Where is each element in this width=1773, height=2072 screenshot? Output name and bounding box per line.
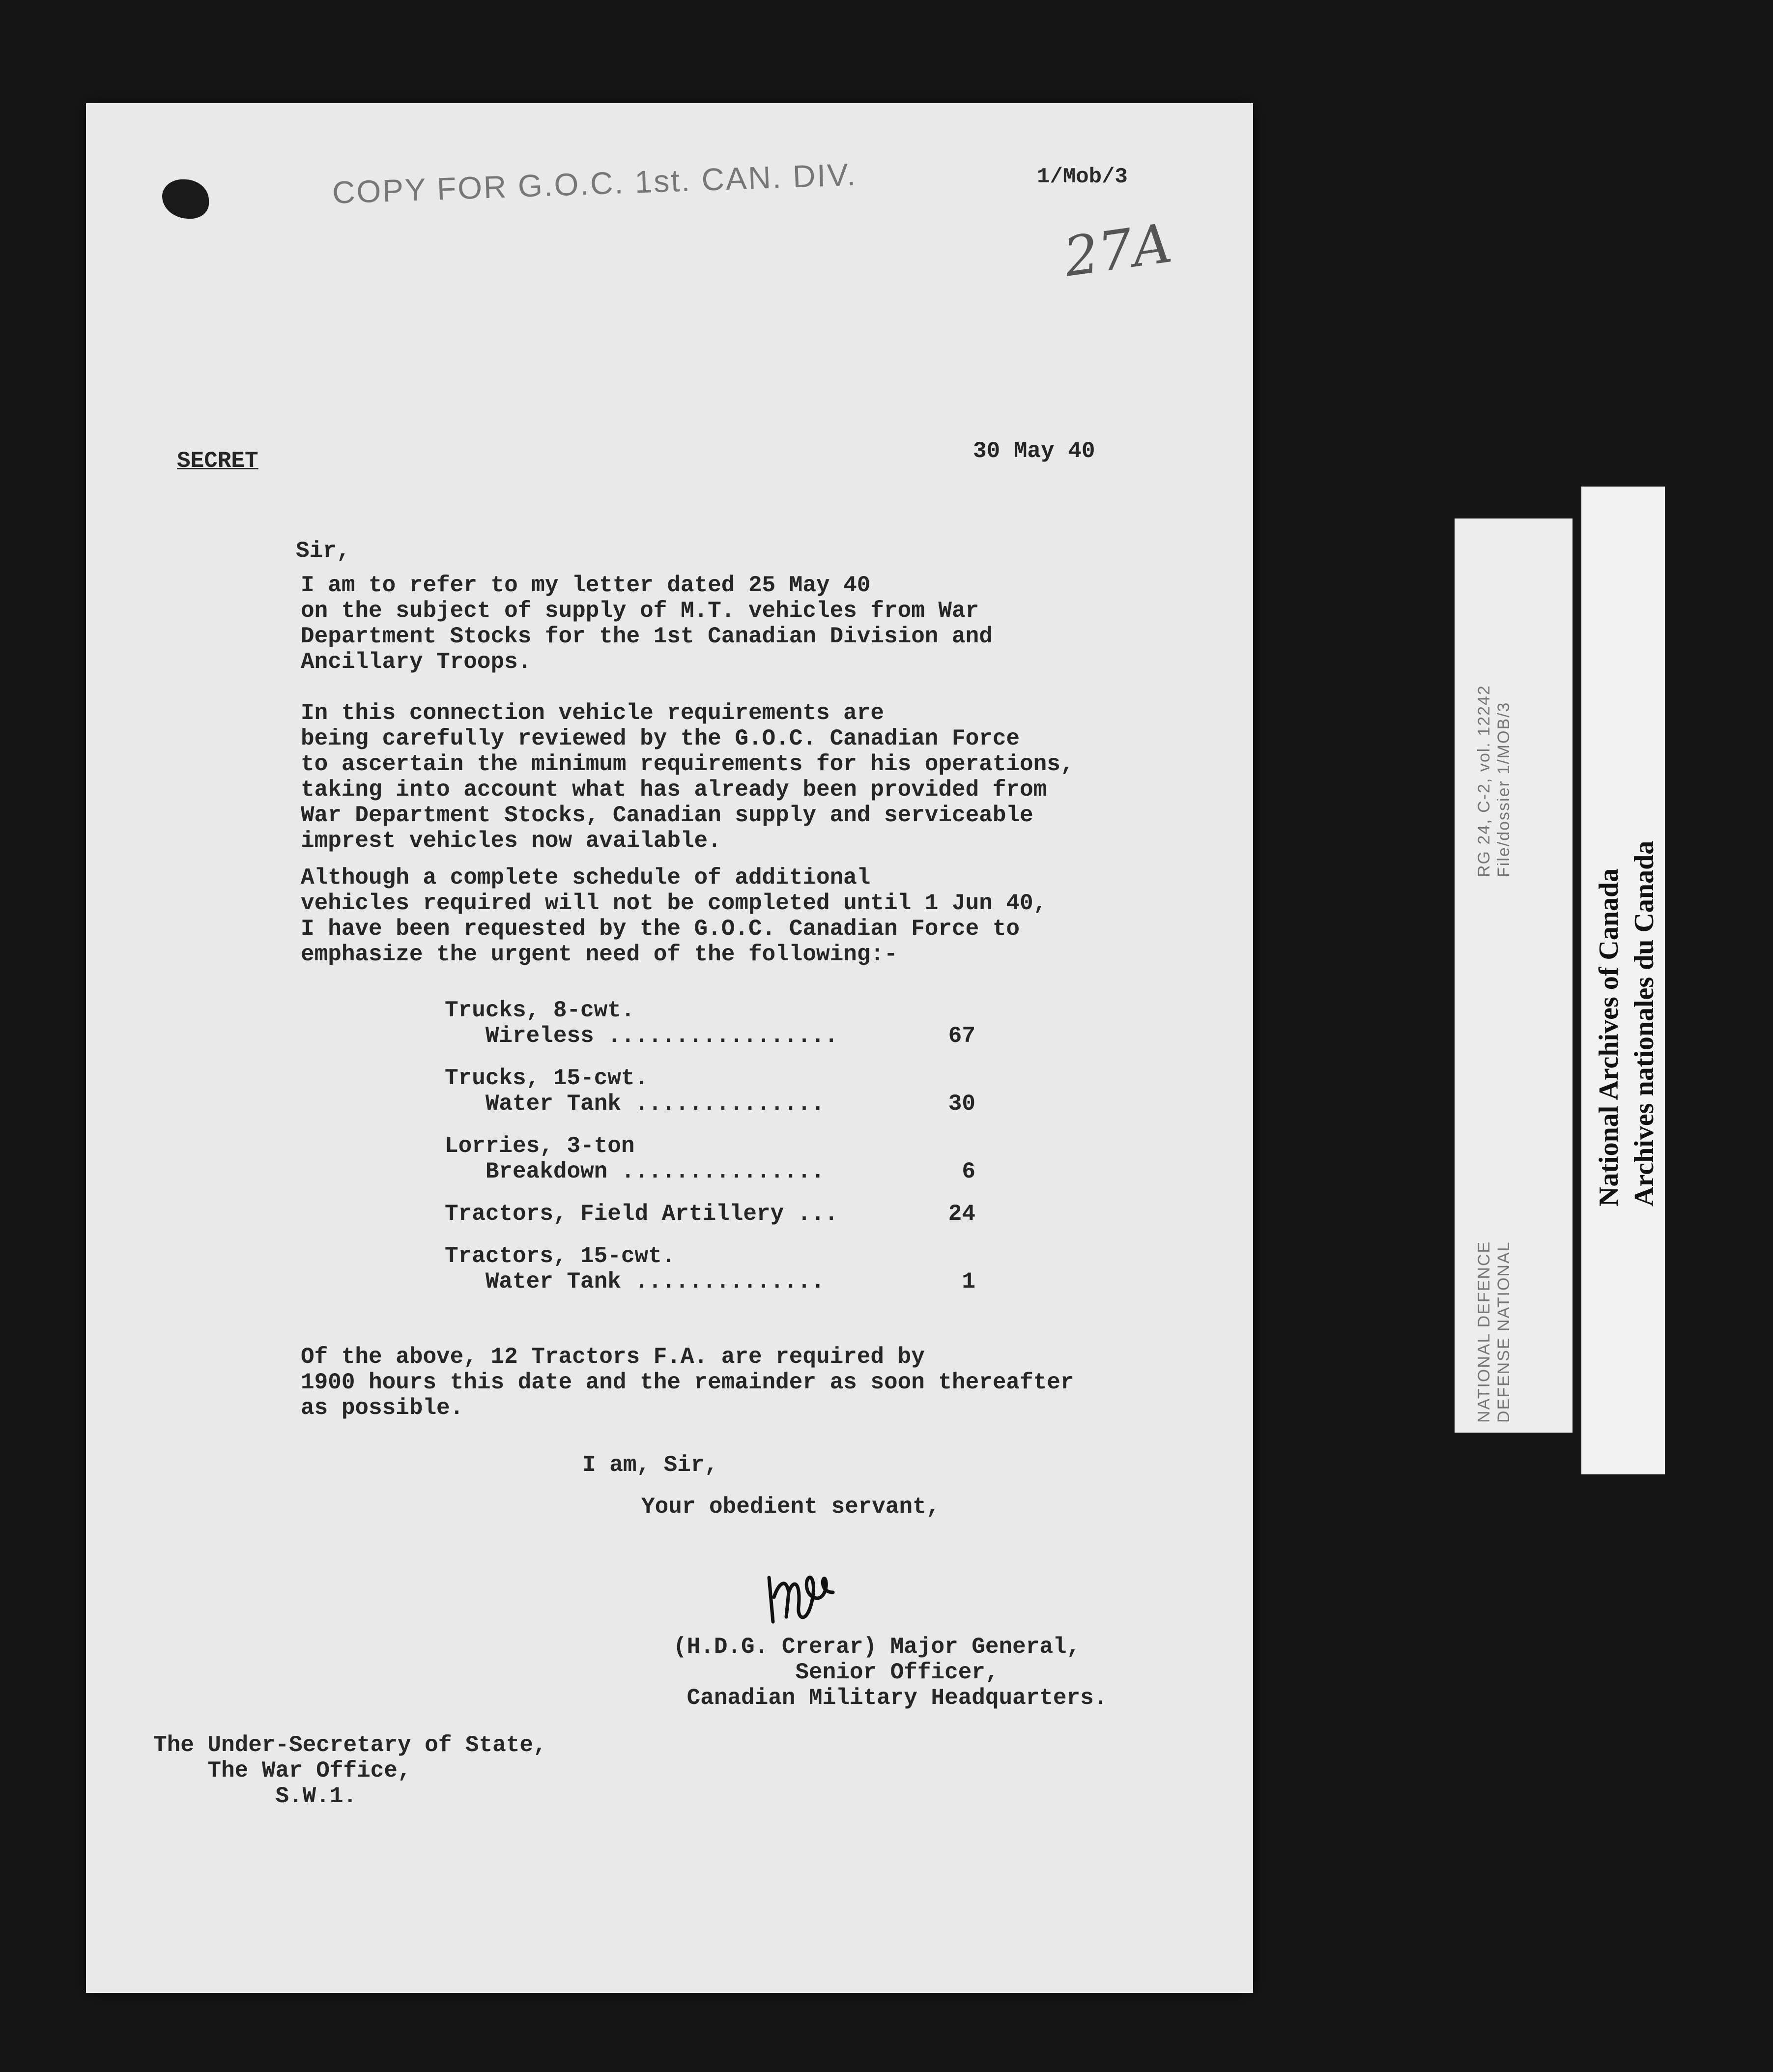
archive-label-strip [1455,518,1573,1433]
item-name: Trucks, 15-cwt. Water Tank .............. [445,1065,825,1117]
item-quantity: 24 [948,1201,975,1227]
archive-fonds-label: NATIONAL DEFENCE DEFENSE NATIONAL [1475,1240,1513,1423]
item-name: Tractors, Field Artillery ... [445,1201,838,1227]
list-item [445,1065,995,1117]
complimentary-close: Your obedient servant, [641,1494,940,1520]
classification-label: SECRET [177,448,258,474]
item-quantity: 67 [948,1023,975,1049]
item-quantity: 30 [948,1091,975,1117]
list-item [445,998,995,1049]
paragraph-4: Of the above, 12 Tractors F.A. are required by 1900 hours this date and the remainder as soon thereafter as possible. [301,1344,1074,1421]
item-name: Trucks, 8-cwt. Wireless ................. [445,998,838,1049]
closing-line: I am, Sir, [582,1452,718,1478]
signer-block: (H.D.G. Crerar) Major General, Senior Officer, Canadian Military Headquarters. [673,1634,1108,1711]
list-item [445,1133,995,1184]
archive-name-label: National Archives of Canada Archives nationales du Canada [1594,840,1659,1207]
item-name: Lorries, 3-ton Breakdown ............... [445,1133,825,1184]
handwritten-signature [759,1563,858,1632]
item-quantity: 1 [962,1269,975,1295]
item-name: Tractors, 15-cwt. Water Tank .............. [445,1243,825,1295]
item-quantity: 6 [962,1159,975,1184]
archive-reference-label: RG 24, C-2, vol. 12242 File/dossier 1/MOB/3 [1475,685,1513,877]
addressee-block: The Under-Secretary of State, The War Office, S.W.1. [153,1732,547,1809]
paragraph-2: In this connection vehicle requirements are being carefully reviewed by the G.O.C. Canadian Force to ascertain the minimum requirements for his operations, taking into account what has already been provided from War Department Stocks, Canadian supply and serviceable imprest vehicles now available. [301,700,1074,854]
vehicle-list [445,998,995,1311]
letter-date: 30 May 40 [973,438,1095,464]
paragraph-3: Although a complete schedule of additional vehicles required will not be completed until 1 Jun 40, I have been requested by the G.O.C. Canadian Force to emphasize the urgent need of the following:- [301,865,1047,967]
list-item [445,1243,995,1295]
file-reference: 1/Mob/3 [1037,165,1128,189]
list-item [445,1201,995,1227]
paragraph-1: I am to refer to my letter dated 25 May 40 on the subject of supply of M.T. vehicles from War Department Stocks for the 1st Canadian Division and Ancillary Troops. [301,573,993,675]
handwritten-annotation: 27A [1060,211,1176,289]
copy-stamp: COPY FOR G.O.C. 1st. CAN. DIV. [332,156,858,210]
salutation: Sir, [296,538,350,564]
